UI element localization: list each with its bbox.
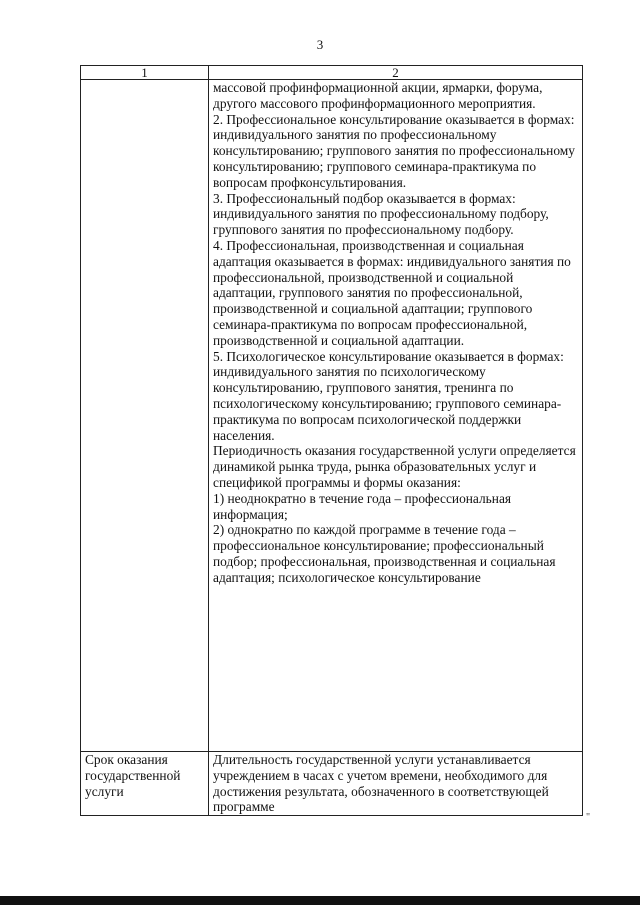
column-number-2: 2 bbox=[209, 66, 583, 80]
paragraph-periodicity: Периодичность оказания государственной услуги определяется динамикой рынка труда, рынка образовательных услуг и спецификой программы и формы оказания: bbox=[213, 443, 576, 490]
service-table bbox=[80, 65, 583, 816]
row-content bbox=[209, 80, 583, 752]
edge-mark: " bbox=[586, 812, 591, 823]
paragraph-service-duration: Длительность государственной услуги устанавливается учреждением в часах с учетом времени, необходимого для достижения результата, обозначенного в соответствующей программе bbox=[213, 752, 549, 815]
row-label-empty bbox=[81, 80, 209, 752]
paragraph-psychological-consulting: 5. Психологическое консультирование оказывается в формах: индивидуального занятия по психологическому консультированию, группового занятия, тренинга по психологическому консультированию; группового семинара-практикума по вопросам психологической поддержки населения. bbox=[213, 348, 564, 443]
page-number: 3 bbox=[316, 37, 324, 52]
paragraph-professional-consulting: 2. Профессиональное консультирование оказывается в формах: индивидуального занятия по профессиональному консультированию; группового занятия по профессиональному консультированию; группового семинара-практикума по вопросам профконсультирования. bbox=[213, 111, 575, 190]
paragraph-professional-selection: 3. Профессиональный подбор оказывается в формах: индивидуального занятия по профессиональному подбору, группового занятия по профессиональному подбору. bbox=[213, 190, 549, 238]
column-number-1: 1 bbox=[81, 66, 209, 80]
paragraph-periodicity-item-1: 1) неоднократно в течение года – профессиональная информация; bbox=[213, 490, 512, 522]
row-content bbox=[209, 752, 583, 816]
paragraph-event-forms: массовой профинформационной акции, ярмарки, форума, другого массового профинформационного мероприятия. bbox=[213, 80, 543, 111]
row-label-service-term: Срок оказания государственной услуги bbox=[81, 752, 209, 816]
table-row bbox=[81, 752, 583, 816]
scan-edge-bar bbox=[0, 896, 640, 905]
table-row bbox=[81, 80, 583, 752]
paragraph-adaptation: 4. Профессиональная, производственная и социальная адаптация оказывается в формах: индивидуального занятия по профессиональной, производственной и социальной адаптации, группового занятия по профессиональной, производственной и социальной адаптации; группового семинара-практикума по вопросам профессиональной, производственной и социальной адаптации. bbox=[213, 237, 571, 348]
column-number-row bbox=[81, 66, 583, 80]
paragraph-periodicity-item-2: 2) однократно по каждой программе в течение года – профессиональное консультирование; профессиональный подбор; профессиональная, производственная и социальная адаптация; психологическое консультирование bbox=[213, 522, 556, 585]
